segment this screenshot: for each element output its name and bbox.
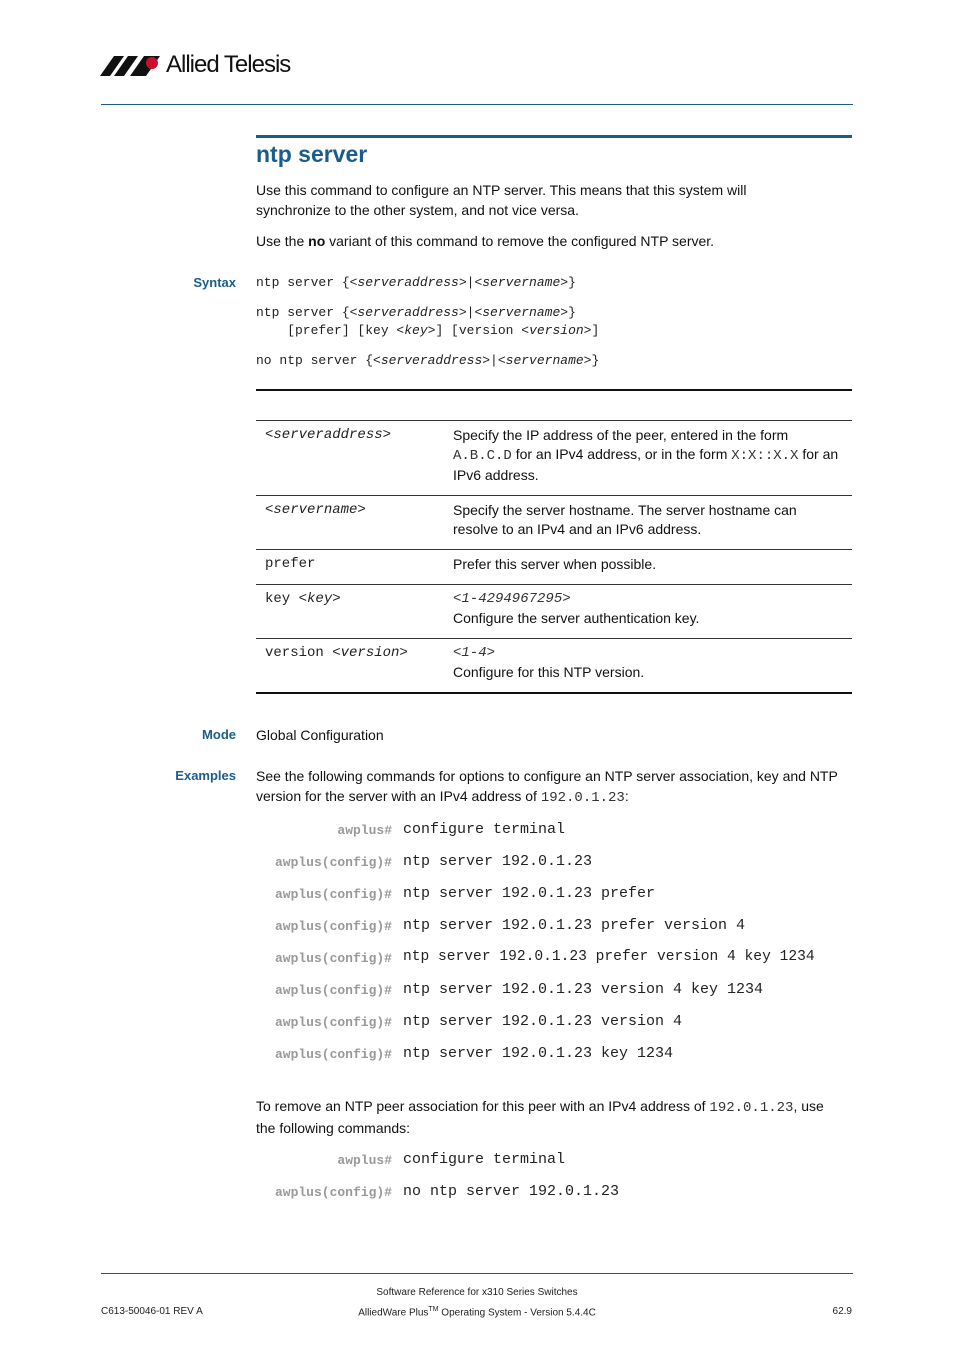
cmd-prompt: awplus(config)# <box>274 1047 392 1062</box>
param-name: prefer <box>256 550 444 585</box>
param-desc: <1-4294967295> Configure the server authentication key. <box>444 585 852 639</box>
param-desc: Specify the IP address of the peer, entered in the form A.B.C.D for an IPv4 address, or in the form X:X::X.X for an IPv6 address. <box>444 421 852 496</box>
cmd-prompt: awplus(config)# <box>274 1185 392 1200</box>
cmd-prompt: awplus(config)# <box>274 951 392 966</box>
cmd-text: ntp server 192.0.1.23 prefer version 4 key 1234 <box>403 949 815 965</box>
cmd-prompt: awplus(config)# <box>274 887 392 902</box>
cmd-prompt: awplus(config)# <box>274 1015 392 1030</box>
no-variant-paragraph: Use the no variant of this command to remove the configured NTP server. <box>256 233 715 249</box>
footer-page-number: 62.9 <box>832 1306 852 1317</box>
table-top-rule <box>256 389 852 391</box>
examples-label: Examples <box>175 768 236 783</box>
footer-os-version: AlliedWare Plus™ Operating System - Version 5.4.4C <box>358 1306 596 1319</box>
cmd-prompt: awplus# <box>337 1153 392 1168</box>
table-row <box>256 585 852 639</box>
cmd-text: ntp server 192.0.1.23 <box>403 853 593 870</box>
header-rule <box>101 104 853 105</box>
cmd-prompt: awplus(config)# <box>274 855 392 870</box>
cmd-text: configure terminal <box>403 1151 566 1168</box>
remove-intro: To remove an NTP peer association for this peer with an IPv4 address of 192.0.1.23, use the following commands: <box>256 1098 824 1136</box>
cmd-prompt: awplus(config)# <box>274 919 392 934</box>
mode-value: Global Configuration <box>256 727 384 743</box>
syntax-line-2: ntp server {<serveraddress>|<servername>} <box>256 305 576 320</box>
logo-text: Allied Telesis <box>166 51 291 78</box>
param-name: version <version> <box>256 639 444 694</box>
table-row <box>256 639 852 694</box>
param-name: key <key> <box>256 585 444 639</box>
cmd-text: ntp server 192.0.1.23 prefer <box>403 885 656 902</box>
intro-paragraph: Use this command to configure an NTP server. This means that this system will synchronize to the other system, and not vice versa. <box>256 182 747 218</box>
syntax-label: Syntax <box>193 275 236 290</box>
mode-label: Mode <box>202 727 236 742</box>
param-desc: Specify the server hostname. The server hostname can resolve to an IPv4 and an IPv6 address. <box>444 496 852 550</box>
table-row <box>256 550 852 585</box>
cmd-text: ntp server 192.0.1.23 prefer version 4 <box>403 917 746 934</box>
cmd-text: no ntp server 192.0.1.23 <box>403 1183 620 1200</box>
logo-mark-icon <box>100 54 164 78</box>
cmd-text: ntp server 192.0.1.23 version 4 key 1234 <box>403 981 764 998</box>
footer-doc-id: C613-50046-01 REV A <box>101 1306 203 1317</box>
param-name: <servername> <box>256 496 444 550</box>
cmd-prompt: awplus# <box>337 823 392 838</box>
parameter-table <box>256 420 852 694</box>
cmd-text: ntp server 192.0.1.23 version 4 <box>403 1013 683 1030</box>
cmd-text: ntp server 192.0.1.23 key 1234 <box>403 1045 674 1062</box>
param-desc: <1-4> Configure for this NTP version. <box>444 639 852 694</box>
syntax-line-1: ntp server {<serveraddress>|<servername>} <box>256 275 576 290</box>
examples-intro: See the following commands for options to configure an NTP server association, key and NTP version for the server with an IPv4 address of 192.0.1.23: <box>256 768 838 806</box>
param-desc: Prefer this server when possible. <box>444 550 852 585</box>
syntax-line-4: no ntp server {<serveraddress>|<servername>} <box>256 353 600 368</box>
cmd-prompt: awplus(config)# <box>274 983 392 998</box>
table-row <box>256 496 852 550</box>
company-logo <box>100 52 300 80</box>
footer-title: Software Reference for x310 Series Switches <box>376 1287 578 1298</box>
table-row <box>256 421 852 496</box>
title-rule <box>256 135 852 138</box>
cmd-text: configure terminal <box>403 821 566 838</box>
syntax-line-3: [prefer] [key <key>] [version <version>] <box>256 323 600 338</box>
page-title: ntp server <box>256 141 368 167</box>
footer-rule <box>101 1273 853 1274</box>
param-name: <serveraddress> <box>256 421 444 496</box>
